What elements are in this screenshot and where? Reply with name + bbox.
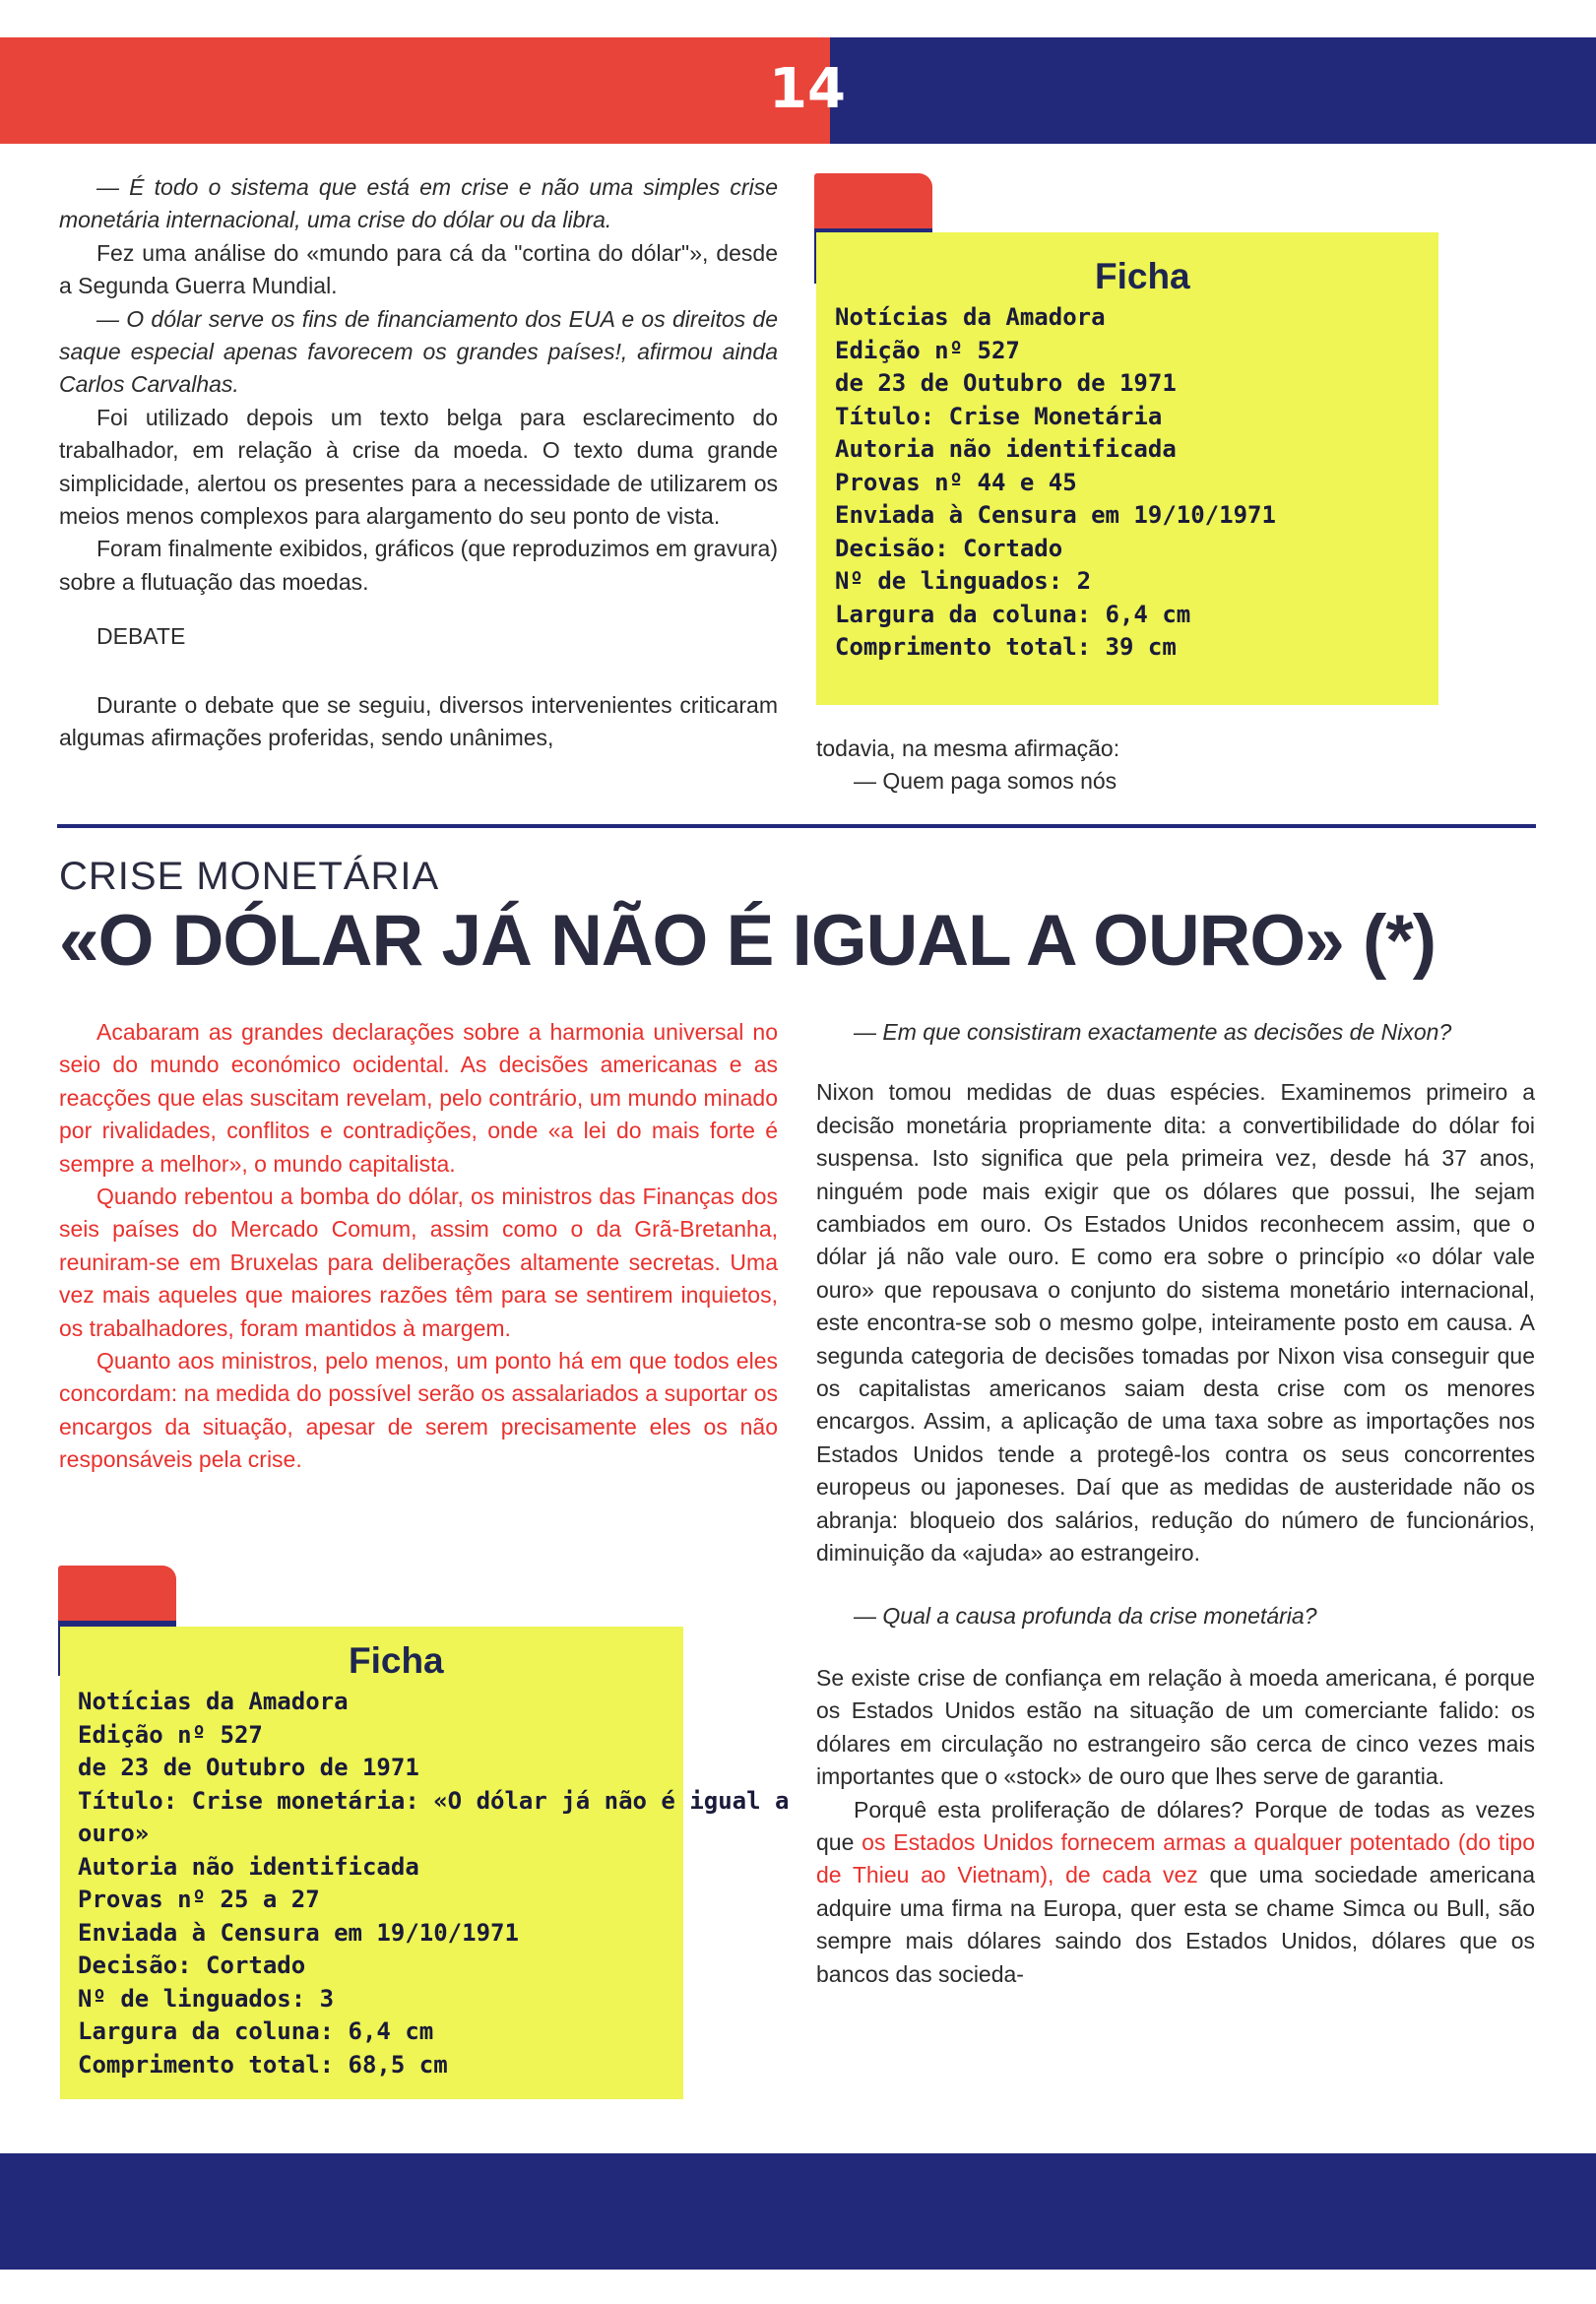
ficha-bottom-line: Largura da coluna: 6,4 cm	[78, 2017, 434, 2045]
ficha-bottom-line: Comprimento total: 68,5 cm	[78, 2050, 448, 2079]
answer-3	[816, 1794, 1535, 1991]
article-headline: «O DÓLAR JÁ NÃO É IGUAL A OURO» (*)	[59, 901, 1436, 981]
ficha-bottom-line: Notícias da Amadora	[78, 1688, 349, 1715]
lead-paragraph-2: Quando rebentou a bomba do dólar, os ministros das Finanças dos seis países do Mercado Comum, assim como o da Grã-Bretanha, reuniram-se em Bruxelas para deliberações altamente secretas. Uma vez mais aqueles que maiores razões têm para se sentirem inquietos, os trabalhadores, foram mantidos à margem.	[59, 1184, 778, 1341]
ficha-bottom-lines	[78, 1686, 789, 2081]
answer-3-end: que uma sociedade americana adquire uma firma na Europa, quer esta se chame Simca ou Bull, são sempre mais dólares saindo dos Estados Unidos, dólares que os bancos das socieda-	[816, 1862, 1535, 1987]
ficha-top-line: Largura da coluna: 6,4 cm	[835, 600, 1191, 628]
paragraph-3: — O dólar serve os fins de financiamento dos EUA e os direitos de saque especial apenas favorecem os grandes países!, afirmou ainda Carlos Carvalhas.	[59, 305, 778, 398]
ficha-top	[816, 232, 1438, 705]
ficha-bottom-line: ouro»	[78, 1820, 150, 1847]
ficha-top-line: Notícias da Amadora	[835, 303, 1106, 331]
article-kicker: CRISE MONETÁRIA	[59, 855, 440, 898]
page-number: 14	[769, 57, 846, 121]
section-divider	[57, 824, 1536, 828]
bottom-banner	[0, 2153, 1596, 2270]
top-left-column	[59, 171, 778, 755]
ficha-bottom-line: Nº de linguados: 3	[78, 1984, 335, 2013]
ficha-bottom	[60, 1627, 790, 2099]
ficha-bottom-line: Enviada à Censura em 19/10/1971	[78, 1918, 519, 1947]
ficha-bottom-line: de 23 de Outubro de 1971	[78, 1754, 419, 1781]
ficha-top-line: Decisão: Cortado	[835, 534, 1063, 562]
ficha-top-line: de 23 de Outubro de 1971	[835, 369, 1177, 397]
answer-1: Nixon tomou medidas de duas espécies. Examinemos primeiro a decisão monetária propriamente dita: a convertibilidade do dólar foi suspensa. Isto significa que pela primeira vez, desde há 37 anos, ninguém pode mais exigir que os dólares que possui, lhe sejam cambiados em ouro. Os Estados Unidos reconhecem assim, que o dólar já não vale ouro. E como era sobre o princípio «o dólar vale ouro» que repousava o conjunto do sistema monetário internacional, este encontra-se sob o mesmo golpe, inteiramente posto em causa. A segunda categoria de decisões tomadas por Nixon visa conseguir que os capitalistas americanos saiam desta crise com os menores encargos. Assim, a aplicação de uma taxa sobre as importações nos Estados Unidos tende a protegê-los contra os seus concorrentes europeus ou japoneses. Daí que as medidas de austeridade não os abranja: bloqueio dos salários, redução do número de funcionários, diminuição da «ajuda» ao estrangeiro.	[816, 1079, 1535, 1567]
top-right-continuation	[816, 733, 1438, 799]
article-body-column	[816, 1016, 1535, 1991]
paragraph-2: Fez uma análise do «mundo para cá da "cortina do dólar"», desde a Segunda Guerra Mundial.	[59, 239, 778, 299]
ficha-top-line: Autoria não identificada	[835, 435, 1177, 463]
ficha-top-line: Comprimento total: 39 cm	[835, 633, 1177, 661]
ficha-top-lines	[835, 301, 1276, 665]
continuation-line-2: — Quem paga somos nós	[854, 768, 1117, 795]
ficha-top-line: Nº de linguados: 2	[835, 567, 1092, 595]
answer-2: Se existe crise de confiança em relação à moeda americana, é porque os Estados Unidos estão na situação de um comerciante falido: os dólares em circulação no estrangeiro são cerca de cinco vezes mais importantes que o «stock» de ouro que lhes serve de garantia.	[816, 1664, 1535, 1790]
ficha-top-line: Edição nº 527	[835, 336, 1020, 364]
answer-3-highlight: os Estados Unidos fornecem armas a qualquer potentado (do tipo de Thieu ao Vietnam), de cada vez	[816, 1828, 1536, 1888]
ficha-bottom-line: Provas nº 25 a 27	[78, 1886, 320, 1913]
debate-paragraph: Durante o debate que se seguiu, diversos intervenientes criticaram algumas afirmações proferidas, sendo unânimes,	[59, 691, 778, 751]
lead-paragraph-1: Acabaram as grandes declarações sobre a harmonia universal no seio do mundo económico ocidental. As decisões americanas e as reacções que elas suscitam revelam, pelo contrário, um mundo minado por rivalidades, conflitos e contradições, onde «a lei do mais forte é sempre a melhor», o mundo capitalista.	[59, 1019, 778, 1177]
paragraph-1: — É todo o sistema que está em crise e não uma simples crise monetária internacional, uma crise do dólar ou da libra.	[59, 174, 778, 233]
continuation-line-1: todavia, na mesma afirmação:	[816, 736, 1120, 761]
ficha-top-title: Ficha	[1095, 256, 1190, 296]
answer-3-start: Porquê esta proliferação de dólares? Porque de todas as vezes que	[816, 1796, 1535, 1855]
top-banner-blue	[830, 37, 1596, 144]
question-2: — Qual a causa profunda da crise monetária?	[854, 1602, 1317, 1629]
question-1: — Em que consistiram exactamente as decisões de Nixon?	[854, 1019, 1452, 1045]
ficha-bottom-line: Edição nº 527	[78, 1720, 263, 1749]
debate-label: DEBATE	[96, 623, 186, 650]
ficha-bottom-title: Ficha	[349, 1640, 444, 1681]
paragraph-5: Foram finalmente exibidos, gráficos (que reproduzimos em gravura) sobre a flutuação das moedas.	[59, 536, 778, 595]
lead-paragraph-3: Quanto aos ministros, pelo menos, um ponto há em que todos eles concordam: na medida do possível serão os assalariados a suportar os encargos da situação, apesar de serem precisamente eles os não responsáveis pela crise.	[59, 1348, 778, 1473]
ficha-bottom-line: Decisão: Cortado	[78, 1952, 306, 1979]
ficha-bottom-line: Autoria não identificada	[78, 1852, 419, 1881]
article-lead-column	[59, 1016, 778, 1477]
ficha-top-line: Título: Crise Monetária	[835, 402, 1163, 430]
ficha-top-line: Enviada à Censura em 19/10/1971	[835, 501, 1276, 529]
paragraph-4: Foi utilizado depois um texto belga para esclarecimento do trabalhador, em relação à crise da moeda. O texto duma grande simplicidade, alertou os presentes para a necessidade de utilizarem os meios menos complexos para alargamento do seu ponto de vista.	[59, 404, 778, 530]
ficha-bottom-line: Título: Crise monetária: «O dólar já não é igual a	[78, 1786, 790, 1815]
ficha-top-line: Provas nº 44 e 45	[835, 468, 1077, 496]
top-banner-red	[0, 37, 830, 144]
